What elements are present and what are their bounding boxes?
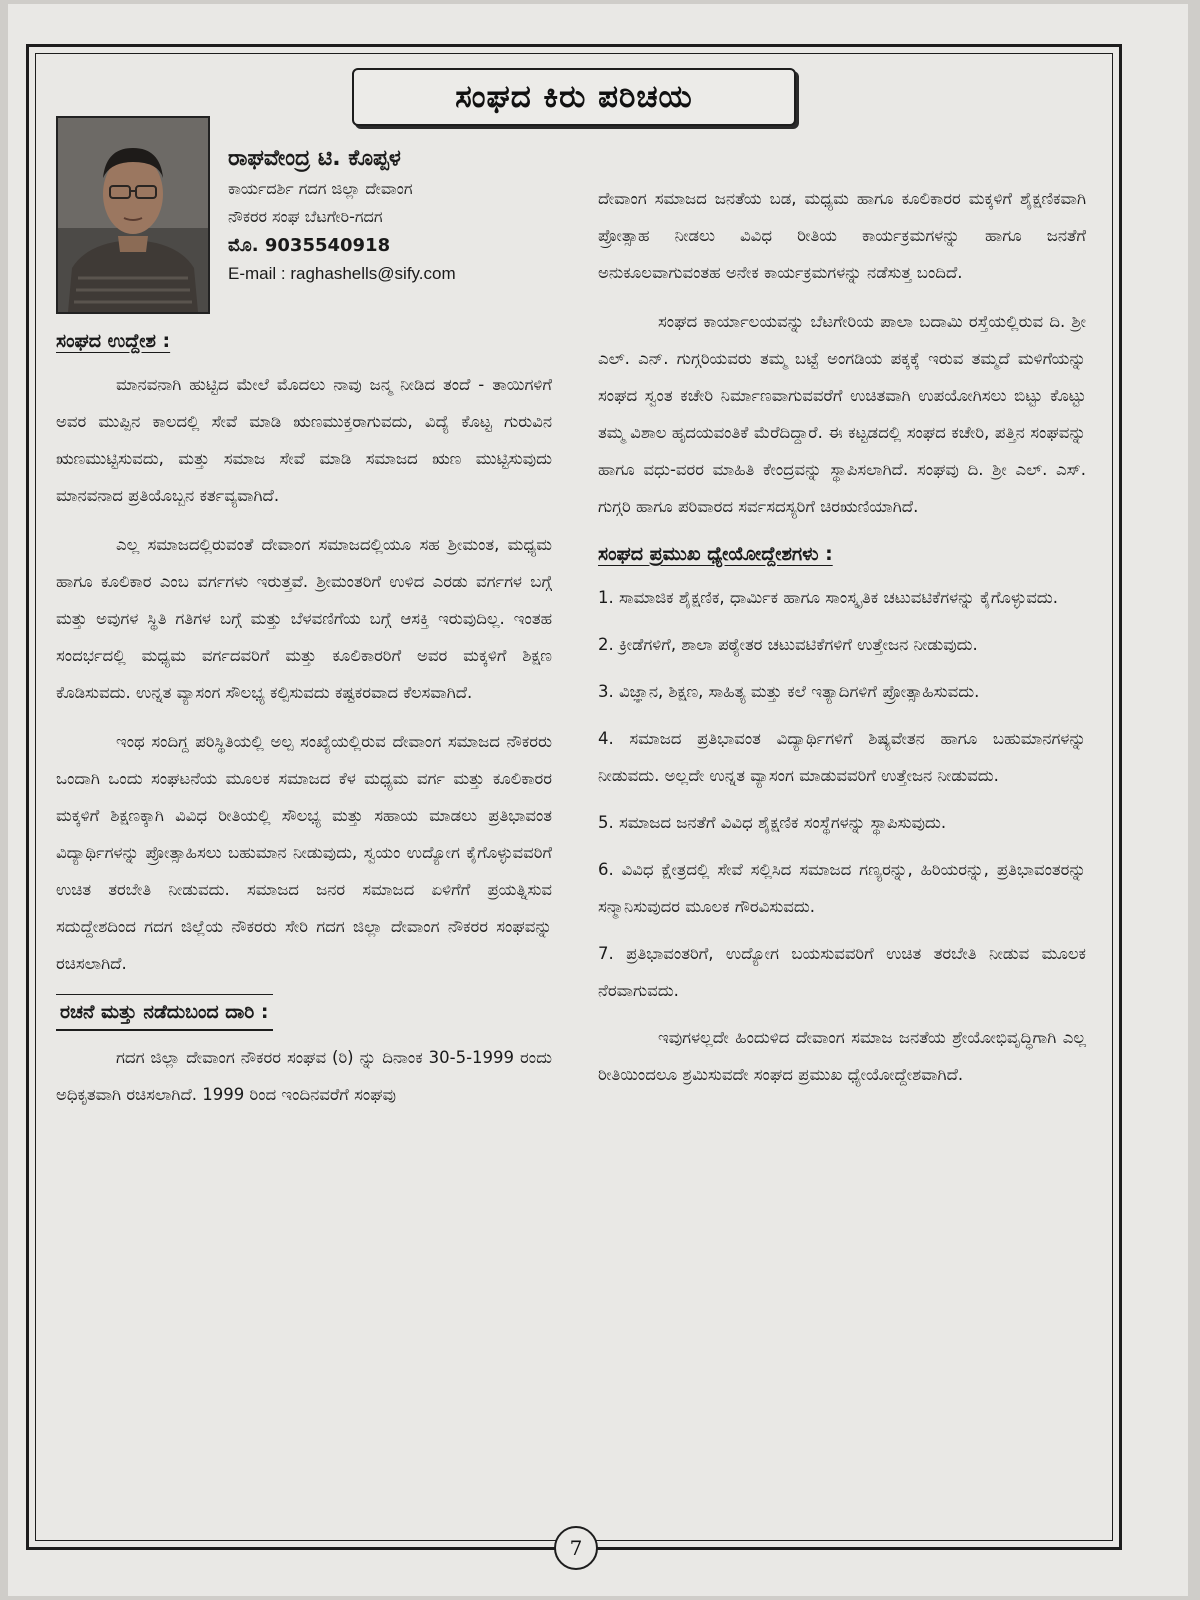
paragraph: ಮಾನವನಾಗಿ ಹುಟ್ಟಿದ ಮೇಲೆ ಮೊದಲು ನಾವು ಜನ್ಮ ನೀಡಿದ ತಂದೆ - ತಾಯಿಗಳಿಗೆ ಅವರ ಮುಪ್ಪಿನ ಕಾಲದಲ್ಲಿ ಸೇವೆ ಮಾಡಿ ಋಣಮುಕ್ತರಾಗುವದು, ವಿದ್ಯೆ ಕೊಟ್ಟ ಗುರುವಿನ ಋಣಮುಟ್ಟಿಸುವದು, ಮತ್ತು ಸಮಾಜ ಸೇವೆ ಮಾಡಿ ಸಮಾಜದ ಋಣ ಮುಟ್ಟಿಸುವುದು ಮಾನವನಾದ ಪ್ರತಿಯೊಬ್ಬನ ಕರ್ತವ್ಯವಾಗಿದೆ. [56, 375, 552, 505]
profile-photo [56, 116, 210, 314]
list-item: 3. ವಿಜ್ಞಾನ, ಶಿಕ್ಷಣ, ಸಾಹಿತ್ಯ ಮತ್ತು ಕಲೆ ಇತ್ಯಾದಿಗಳಿಗೆ ಪ್ರೋತ್ಸಾಹಿಸುವದು. [598, 682, 980, 701]
list-item: 4. ಸಮಾಜದ ಪ್ರತಿಭಾವಂತ ವಿದ್ಯಾರ್ಥಿಗಳಿಗೆ ಶಿಷ್ಯವೇತನ ಹಾಗೂ ಬಹುಮಾನಗಳನ್ನು ನೀಡುವದು. ಅಲ್ಲದೇ ಉನ್ನತ ವ್ಯಾಸಂಗ ಮಾಡುವವರಿಗೆ ಉತ್ತೇಜನ ನೀಡುವದು. [598, 729, 1086, 785]
list-item: 5. ಸಮಾಜದ ಜನತೆಗೆ ವಿವಿಧ ಶೈಕ್ಷಣಿಕ ಸಂಸ್ಥೆಗಳನ್ನು ಸ್ಥಾಪಿಸುವುದು. [598, 813, 947, 832]
paragraph: ಗದಗ ಜಿಲ್ಲಾ ದೇವಾಂಗ ನೌಕರರ ಸಂಘವ (ರಿ) ನ್ನು ದಿನಾಂಕ 30-5-1999 ರಂದು ಅಧಿಕೃತವಾಗಿ ರಚಿಸಲಾಗಿದೆ. 1999 ರಿಂದ ಇಂದಿನವರೆಗೆ ಸಂಘವು [56, 1048, 552, 1104]
heading-goals: ಸಂಘದ ಪ್ರಮುಖ ಧ್ಯೇಯೋದ್ದೇಶಗಳು : [598, 543, 833, 565]
list-item: 2. ಕ್ರೀಡೆಗಳಿಗೆ, ಶಾಲಾ ಪಠ್ಯೇತರ ಚಟುವಟಿಕೆಗಳಿಗೆ ಉತ್ತೇಜನ ನೀಡುವುದು. [598, 635, 978, 654]
profile-role-line1: ಕಾರ್ಯದರ್ಶಿ ಗದಗ ಜಿಲ್ಲಾ ದೇವಾಂಗ [228, 179, 413, 198]
goals-list [598, 579, 1086, 1009]
left-column [56, 324, 552, 1125]
profile-info [228, 146, 456, 284]
paragraph: ಇಂಥ ಸಂದಿಗ್ದ ಪರಿಸ್ಥಿತಿಯಲ್ಲಿ ಅಲ್ಪ ಸಂಖ್ಯೆಯಲ್ಲಿರುವ ದೇವಾಂಗ ಸಮಾಜದ ನೌಕರರು ಒಂದಾಗಿ ಒಂದು ಸಂಘಟನೆಯ ಮೂಲಕ ಸಮಾಜದ ಕೆಳ ಮಧ್ಯಮ ವರ್ಗ ಮತ್ತು ಕೂಲಿಕಾರರ ಮಕ್ಕಳಿಗೆ ಶಿಕ್ಷಣಕ್ಕಾಗಿ ವಿವಿಧ ರೀತಿಯಲ್ಲಿ ಸೌಲಭ್ಯ ಮತ್ತು ಸಹಾಯ ಮಾಡಲು ಪ್ರತಿಭಾವಂತ ವಿದ್ಯಾರ್ಥಿಗಳನ್ನು ಪ್ರೋತ್ಸಾಹಿಸಲು ಬಹುಮಾನ ನೀಡುವುದು, ಸ್ವಯಂ ಉದ್ಯೋಗ ಕೈಗೊಳ್ಳುವವರಿಗೆ ಉಚಿತ ತರಬೇತಿ ನೀಡುವದು. ಸಮಾಜದ ಜನರ ಸಮಾಜದ ಏಳಿಗೆಗೆ ಪ್ರಯತ್ನಿಸುವ ಸದುದ್ದೇಶದಿಂದ ಗದಗ ಜಿಲ್ಲೆಯ ನೌಕರರು ಸೇರಿ ಗದಗ ಜಿಲ್ಲಾ ದೇವಾಂಗ ನೌಕರರ ಸಂಘವನ್ನು ರಚಿಸಲಾಗಿದೆ. [56, 732, 552, 973]
page-number [554, 1526, 598, 1570]
list-item: 1. ಸಾಮಾಜಿಕ ಶೈಕ್ಷಣಿಕ, ಧಾರ್ಮಿಕ ಹಾಗೂ ಸಾಂಸ್ಕೃತಿಕ ಚಟುವಟಿಕೆಗಳನ್ನು ಕೈಗೊಳ್ಳುವದು. [598, 588, 1058, 607]
heading-formation: ರಚನೆ ಮತ್ತು ನಡೆದುಬಂದ ದಾರಿ : [56, 994, 273, 1031]
title-box [352, 68, 796, 126]
portrait-image [58, 118, 208, 312]
paragraph: ಇವುಗಳಲ್ಲದೇ ಹಿಂದುಳಿದ ದೇವಾಂಗ ಸಮಾಜ ಜನತೆಯ ಶ್ರೇಯೋಭಿವೃದ್ಧಿಗಾಗಿ ಎಲ್ಲ ರೀತಿಯಿಂದಲೂ ಶ್ರಮಿಸುವದೇ ಸಂಘದ ಪ್ರಮುಖ ಧ್ಯೇಯೋದ್ದೇಶವಾಗಿದೆ. [598, 1028, 1086, 1084]
list-item: 7. ಪ್ರತಿಭಾವಂತರಿಗೆ, ಉದ್ಯೋಗ ಬಯಸುವವರಿಗೆ ಉಚಿತ ತರಬೇತಿ ನೀಡುವ ಮೂಲಕ ನೆರವಾಗುವದು. [598, 944, 1086, 1000]
paragraph: ದೇವಾಂಗ ಸಮಾಜದ ಜನತೆಯ ಬಡ, ಮಧ್ಯಮ ಹಾಗೂ ಕೂಲಿಕಾರರ ಮಕ್ಕಳಿಗೆ ಶೈಕ್ಷಣಿಕವಾಗಿ ಪ್ರೋತ್ಸಾಹ ನೀಡಲು ವಿವಿಧ ರೀತಿಯ ಕಾರ್ಯಕ್ರಮಗಳನ್ನು ಹಾಗೂ ಜನತೆಗೆ ಅನುಕೂಲವಾಗುವಂತಹ ಅನೇಕ ಕಾರ್ಯಕ್ರಮಗಳನ್ನು ನಡೆಸುತ್ತ ಬಂದಿದೆ. [598, 189, 1086, 282]
paragraph: ಸಂಘದ ಕಾರ್ಯಾಲಯವನ್ನು ಬೆಟಗೇರಿಯ ಪಾಲಾ ಬದಾಮಿ ರಸ್ತೆಯಲ್ಲಿರುವ ದಿ. ಶ್ರೀ ಎಲ್. ಎನ್. ಗುಗ್ಗರಿಯವರು ತಮ್ಮ ಬಟ್ಟೆ ಅಂಗಡಿಯ ಪಕ್ಕಕ್ಕೆ ಇರುವ ತಮ್ಮದೆ ಮಳಿಗೆಯನ್ನು ಸಂಘದ ಸ್ವಂತ ಕಚೇರಿ ನಿರ್ಮಾಣವಾಗುವವರೆಗೆ ಉಚಿತವಾಗಿ ಉಪಯೋಗಿಸಲು ಬಿಟ್ಟು ಕೊಟ್ಟು ತಮ್ಮ ವಿಶಾಲ ಹೃದಯವಂತಿಕೆ ಮೆರೆದಿದ್ದಾರೆ. ಈ ಕಟ್ಟಡದಲ್ಲಿ ಸಂಘದ ಕಚೇರಿ, ಪತ್ತಿನ ಸಂಘವನ್ನು ಹಾಗೂ ವಧು-ವರರ ಮಾಹಿತಿ ಕೇಂದ್ರವನ್ನು ಸ್ಥಾಪಿಸಲಾಗಿದೆ. ಸಂಘವು ದಿ. ಶ್ರೀ ಎಲ್. ಎಸ್. ಗುಗ್ಗರಿ ಹಾಗೂ ಪರಿವಾರದ ಸರ್ವಸದಸ್ಯರಿಗೆ ಚಿರಋಣಿಯಾಗಿದೆ. [598, 312, 1086, 516]
heading-objective: ಸಂಘದ ಉದ್ದೇಶ : [56, 330, 171, 352]
list-item: 6. ವಿವಿಧ ಕ್ಷೇತ್ರದಲ್ಲಿ ಸೇವೆ ಸಲ್ಲಿಸಿದ ಸಮಾಜದ ಗಣ್ಯರನ್ನು, ಹಿರಿಯರನ್ನು, ಪ್ರತಿಭಾವಂತರನ್ನು ಸನ್ಮಾನಿಸುವುದರ ಮೂಲಕ ಗೌರವಿಸುವದು. [598, 860, 1086, 916]
profile-name: ರಾಘವೇಂದ್ರ ಟಿ. ಕೊಪ್ಪಳ [228, 146, 401, 171]
right-column [598, 180, 1086, 1105]
profile-email: E-mail : raghashells@sify.com [228, 264, 456, 283]
profile-phone: ಮೊ. 9035540918 [228, 235, 391, 256]
page-title: ಸಂಘದ ಕಿರು ಪರಿಚಯ [455, 78, 693, 115]
profile-role-line2: ನೌಕರರ ಸಂಘ ಬೆಟಗೇರಿ-ಗದಗ [228, 207, 383, 226]
paragraph: ಎಲ್ಲ ಸಮಾಜದಲ್ಲಿರುವಂತೆ ದೇವಾಂಗ ಸಮಾಜದಲ್ಲಿಯೂ ಸಹ ಶ್ರೀಮಂತ, ಮಧ್ಯಮ ಹಾಗೂ ಕೂಲಿಕಾರ ಎಂಬ ವರ್ಗಗಳು ಇರುತ್ತವೆ. ಶ್ರೀಮಂತರಿಗೆ ಉಳಿದ ಎರಡು ವರ್ಗಗಳ ಬಗ್ಗೆ ಮತ್ತು ಅವುಗಳ ಸ್ಥಿತಿ ಗತಿಗಳ ಬಗ್ಗೆ ಮತ್ತು ಬೆಳವಣಿಗೆಯ ಬಗ್ಗೆ ಆಸಕ್ತಿ ಇರುವುದಿಲ್ಲ. ಇಂತಹ ಸಂದರ್ಭದಲ್ಲಿ ಮಧ್ಯಮ ವರ್ಗದವರಿಗೆ ಮತ್ತು ಕೂಲಿಕಾರರಿಗೆ ಅವರ ಮಕ್ಕಳಿಗೆ ಶಿಕ್ಷಣ ಕೊಡಿಸುವದು. ಉನ್ನತ ವ್ಯಾಸಂಗ ಸೌಲಭ್ಯ ಕಲ್ಪಿಸುವದು ಕಷ್ಟಕರವಾದ ಕೆಲಸವಾಗಿದೆ. [56, 535, 552, 702]
page-number-text: 7 [569, 1536, 583, 1560]
